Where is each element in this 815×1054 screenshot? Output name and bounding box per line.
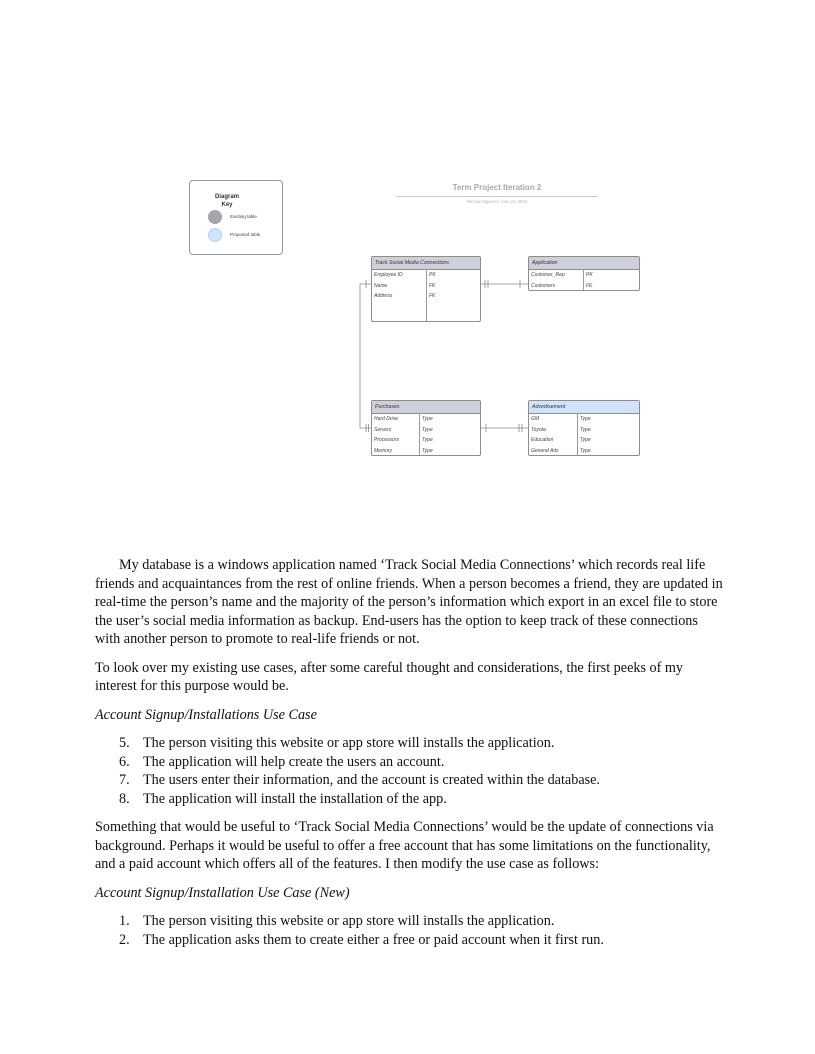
list-number: 2.	[119, 931, 130, 948]
field-name: Employee ID	[374, 272, 403, 278]
list-item	[95, 931, 725, 950]
list-text: The application asks them to create either a free or paid account when it first run.	[143, 931, 604, 948]
field-name: GM	[531, 416, 540, 422]
existing-table-label: Existing table	[230, 214, 257, 219]
field-name: Processors	[374, 437, 400, 443]
field-type: Type	[580, 416, 591, 422]
entity-header: Purchases	[372, 401, 480, 414]
entity-row	[372, 425, 480, 436]
entity-row	[372, 446, 480, 457]
paragraph-existing-use-cases: To look over my existing use cases, after some careful thought and considerations, the first peeks of my interest for this purpose would be.	[95, 659, 684, 694]
field-name: Hard Drive	[374, 416, 398, 422]
field-type: Type	[580, 426, 591, 433]
list-item	[95, 753, 725, 772]
field-name: Customers	[531, 282, 556, 289]
list-item	[95, 912, 725, 931]
field-key: FK	[429, 293, 436, 299]
list-item	[95, 734, 725, 753]
entity-row	[372, 435, 480, 446]
entity-row	[529, 270, 639, 281]
list-number: 6.	[119, 753, 130, 770]
heading-use-case: Account Signup/Installations Use Case	[95, 706, 317, 723]
entity-row	[529, 435, 639, 446]
field-key: PK	[586, 272, 593, 278]
field-type: Type	[422, 416, 433, 422]
body-text	[95, 556, 725, 949]
column-divider	[577, 413, 578, 455]
column-divider	[583, 269, 584, 290]
diagram-key-title-line2: Key	[221, 202, 233, 208]
column-divider	[419, 413, 420, 455]
list-number: 7.	[119, 772, 130, 788]
field-type: Type	[422, 437, 433, 443]
diagram-key-title-line1: Diagram	[214, 194, 239, 200]
column-divider	[426, 269, 427, 321]
field-key: FK	[429, 282, 436, 289]
field-key: FK	[586, 282, 593, 289]
field-type: Type	[422, 426, 433, 433]
entity-purchases	[371, 400, 481, 456]
list-number: 1.	[119, 913, 130, 929]
list-item	[95, 790, 725, 809]
field-name: Name	[374, 282, 388, 289]
field-key: PK	[429, 272, 436, 278]
list-number: 8.	[119, 790, 130, 807]
entity-header: Advertisement	[529, 401, 639, 414]
entity-row	[529, 425, 639, 436]
field-name: Address	[374, 293, 393, 299]
field-type: Type	[580, 447, 591, 454]
entity-header: Application	[529, 257, 639, 270]
list-text: The person visiting this website or app store will installs the application.	[143, 913, 555, 929]
field-name: Toyota	[531, 426, 546, 433]
list-text: The person visiting this website or app store will installs the application.	[143, 735, 555, 751]
paragraph-modification: Something that would be useful to ‘Track Social Media Connections’ would be the update of connections via background. Perhaps it would be useful to offer a free account that has some limitations on the functionality, and a paid account which offers all of the features. I then modify the use case as follows:	[95, 819, 714, 872]
entity-advertisement	[528, 400, 640, 456]
list-item	[95, 771, 725, 790]
diagram-title: Term Project Iteration 2	[452, 183, 542, 192]
entity-application	[528, 256, 640, 291]
field-name: Servers	[374, 426, 392, 433]
entity-header: Track Social Media Connections	[372, 257, 480, 270]
list-text: The users enter their information, and the account is created within the database.	[143, 772, 600, 788]
use-case-list-new	[95, 912, 725, 949]
entity-row	[372, 414, 480, 425]
field-name: General Ads	[531, 447, 559, 454]
paragraph-intro: My database is a windows application named ‘Track Social Media Connections’ which records real life friends and acquaintances from the rest of online friends. When a person becomes a friend, they are updated in real-time the person’s name and the majority of the person’s information which export in an excel file to store the user’s social media information as backup. End-users has the option to keep track of these connections with another person to promote to real-life friends or not.	[95, 557, 723, 647]
field-name: Customer_Rep	[531, 272, 565, 278]
diagram-subtitle: Michael Nguyen | June 24, 2023	[467, 199, 527, 204]
entity-track-social-media-connections	[371, 256, 481, 322]
entity-row	[529, 281, 639, 292]
list-text: The application will help create the users an account.	[143, 753, 445, 770]
list-text: The application will install the installation of the app.	[143, 790, 447, 807]
use-case-list	[95, 734, 725, 808]
heading-use-case-new: Account Signup/Installation Use Case (New)	[95, 884, 350, 901]
proposed-table-label: Proposed table	[230, 232, 261, 237]
list-number: 5.	[119, 735, 130, 751]
entity-row	[529, 446, 639, 457]
field-type: Type	[580, 437, 591, 443]
entity-row	[529, 414, 639, 425]
field-name: Education	[531, 437, 554, 443]
field-name: Memory	[374, 447, 393, 454]
field-type: Type	[422, 447, 433, 454]
